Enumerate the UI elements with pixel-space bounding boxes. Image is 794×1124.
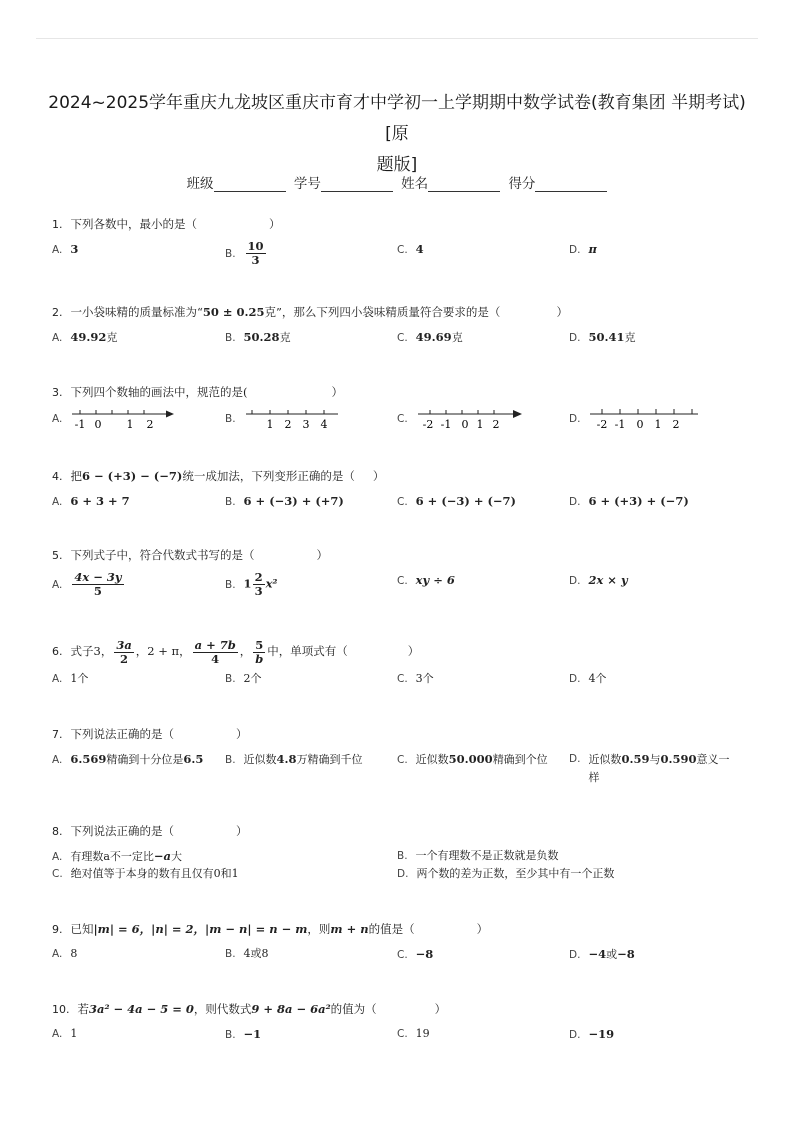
text-questions-2-options-2-ticks-2: 0 — [461, 418, 469, 431]
option-d[interactable] — [569, 492, 689, 511]
question-stem — [52, 382, 742, 402]
class-label: 班级 — [186, 176, 214, 192]
question-5 — [52, 545, 742, 605]
option-a[interactable] — [52, 670, 88, 688]
question-stem — [52, 919, 742, 939]
title-line-1: 2024~2025学年重庆九龙坡区重庆市育才中学初一上学期期中数学试卷(教育集团 半期考试)[原 — [48, 93, 746, 144]
text-questions-2-options-3-ticks-1: -1 — [615, 418, 626, 431]
text-questions-0-options-2-l: C. — [397, 244, 408, 256]
text-questions-2-options-0-l: A. — [52, 413, 63, 425]
text-questions-3-options-2-t: 6 + (−3) + (−7) — [415, 494, 516, 508]
text-questions-4-options-2-t: xy ÷ 6 — [415, 573, 455, 587]
text-questions-8-options-0-t: 8 — [70, 947, 78, 960]
option-b[interactable] — [225, 492, 344, 511]
text-questions-5-f2d: 4 — [211, 651, 220, 666]
question-3 — [52, 382, 742, 436]
text-questions-4-options-1-den: 3 — [254, 584, 263, 598]
text-questions-1-end: ） — [556, 305, 568, 319]
text-questions-8-options-3-m: −8 — [617, 947, 635, 961]
text-questions-7-options-0-t: 有理数a不一定比 — [70, 850, 154, 863]
text-questions-2-options-0-ticks-0: -1 — [74, 418, 86, 431]
number-line-d — [588, 406, 700, 432]
option-c[interactable] — [397, 750, 548, 769]
text-questions-3-num: 4. — [52, 470, 63, 483]
text-questions-3-stem_post: 统一成加法，下列变形正确的是（ — [182, 469, 355, 483]
text-questions-6-options-3-m2: 0.590 — [660, 752, 697, 766]
text-questions-9-stem_post: ，则代数式 — [193, 1002, 252, 1016]
text-questions-6-stem: 下列说法正确的是（ — [70, 727, 174, 741]
text-questions-5-options-2-l: C. — [397, 673, 408, 685]
score-label: 得分 — [508, 176, 536, 192]
text-questions-0-stem: 下列各数中，最小的是（ — [70, 217, 197, 231]
text-questions-6-options-1-m: 4.8 — [276, 752, 297, 766]
text-questions-1-options-3-u: 克 — [624, 331, 636, 344]
text-questions-5-stem_pre: 式子3， — [70, 644, 113, 658]
text-questions-8-options-3-t2: 或 — [606, 948, 618, 961]
text-questions-2-num: 3. — [52, 386, 63, 399]
question-stem — [52, 302, 742, 322]
option-b[interactable] — [225, 1025, 261, 1044]
text-questions-1-options-3-t: 50.41 — [588, 330, 625, 344]
text-questions-1-options-0-u: 克 — [106, 331, 118, 344]
text-questions-1-options-2-l: C. — [397, 332, 408, 344]
option-a[interactable] — [52, 945, 77, 963]
text-questions-7-end: ） — [236, 824, 248, 838]
number-line-c — [416, 406, 522, 432]
class-field[interactable] — [214, 177, 286, 192]
text-questions-3-stem_pre: 把 — [70, 469, 82, 483]
text-questions-5-f1d: 2 — [120, 651, 129, 666]
text-questions-2-options-2-l: C. — [397, 413, 408, 425]
text-questions-5-mid: ，2 + π， — [135, 644, 191, 658]
text-questions-3-options-1-l: B. — [225, 496, 236, 508]
text-questions-8-options-2-l: C. — [397, 949, 408, 961]
option-c[interactable] — [397, 240, 424, 259]
text-questions-0-options-0-t: 3 — [70, 242, 79, 256]
option-a[interactable] — [52, 240, 78, 259]
option-a[interactable] — [52, 750, 203, 769]
text-questions-1-options-2-u: 克 — [451, 331, 463, 344]
text-questions-4-options-1-whole: 1 — [243, 576, 252, 591]
text-questions-9-options-2-t: 19 — [415, 1027, 430, 1040]
text-questions-8-stem_math: |m| = 6，|n| = 2，|m − n| = n − m — [93, 922, 308, 936]
option-c[interactable] — [397, 670, 434, 688]
student-info-row — [0, 172, 794, 192]
question-9 — [52, 919, 742, 971]
option-d[interactable] — [569, 328, 635, 347]
text-questions-9-options-1-t: −1 — [243, 1027, 262, 1041]
text-questions-6-end: ） — [236, 727, 248, 741]
text-questions-7-options-1-t: 一个有理数不是正数就是负数 — [415, 849, 559, 862]
text-questions-5-options-3-t: 4个 — [588, 672, 607, 685]
text-questions-3-options-0-t: 6 + 3 + 7 — [70, 494, 130, 508]
text-questions-4-options-1-var: x² — [265, 576, 278, 591]
text-questions-7-options-2-l: C. — [52, 868, 63, 880]
student-id-field[interactable] — [321, 177, 393, 192]
text-questions-4-options-2-l: C. — [397, 575, 408, 587]
option-a[interactable] — [52, 406, 174, 432]
text-questions-0-options-1-l: B. — [225, 247, 236, 260]
text-questions-7-options-3-l: D. — [397, 868, 409, 880]
text-questions-9-num: 10. — [52, 1003, 70, 1016]
text-questions-7-options-0-m: −a — [153, 849, 171, 863]
text-questions-6-num: 7. — [52, 728, 63, 741]
question-stem — [52, 545, 742, 565]
question-8 — [52, 821, 742, 883]
text-questions-9-options-3-t: −19 — [588, 1027, 615, 1041]
option-c[interactable] — [397, 492, 516, 511]
text-questions-5-options-0-t: 1个 — [70, 672, 89, 685]
text-questions-2-options-1-ticks-1: 2 — [284, 418, 292, 431]
text-questions-2-options-1-l: B. — [225, 413, 236, 425]
text-questions-3-options-2-l: C. — [397, 496, 408, 508]
question-1 — [52, 214, 742, 266]
text-questions-4-options-1-l: B. — [225, 578, 236, 591]
page-title — [40, 88, 754, 181]
question-2 — [52, 302, 742, 354]
question-stem — [52, 724, 742, 744]
text-questions-1-num: 2. — [52, 306, 63, 319]
text-questions-9-stem_math: 3a² − 4a − 5 = 0 — [89, 1002, 194, 1016]
text-questions-9-options-0-l: A. — [52, 1028, 63, 1040]
text-questions-6-options-2-t: 近似数 — [415, 753, 449, 766]
text-questions-2-options-3-ticks-4: 2 — [672, 418, 680, 431]
text-questions-0-options-0-l: A. — [52, 244, 63, 256]
text-questions-6-options-3-m: 0.59 — [621, 752, 650, 766]
name-field[interactable] — [428, 177, 500, 192]
text-questions-3-options-0-l: A. — [52, 496, 63, 508]
text-questions-9-stem_post2: 的值为（ — [330, 1002, 377, 1016]
option-c[interactable] — [397, 945, 433, 964]
text-questions-2-options-2-ticks-0: -2 — [422, 418, 434, 431]
title-line-2: 题版] — [376, 155, 418, 175]
text-questions-4-stem: 下列式子中，符合代数式书写的是（ — [70, 548, 255, 562]
text-questions-7-options-2-t: 绝对值等于本身的数有且仅有0和1 — [70, 867, 239, 880]
option-b[interactable] — [225, 328, 291, 347]
option-a[interactable] — [52, 571, 126, 598]
question-10 — [52, 999, 742, 1051]
text-questions-7-options-0-t2: 大 — [171, 850, 182, 863]
text-questions-6-options-2-l: C. — [397, 754, 408, 766]
option-a[interactable] — [52, 1025, 77, 1043]
text-questions-2-options-1-ticks-0: 1 — [266, 418, 274, 431]
text-questions-3-options-3-l: D. — [569, 496, 581, 508]
question-7 — [52, 724, 742, 788]
text-questions-5-sep: ， — [239, 644, 252, 658]
option-c[interactable] — [397, 1025, 430, 1043]
option-d[interactable] — [569, 670, 606, 688]
option-b[interactable] — [225, 406, 340, 432]
text-questions-8-options-2-t: −8 — [415, 947, 434, 961]
text-questions-6-options-1-t: 近似数 — [243, 753, 277, 766]
option-b[interactable] — [225, 571, 277, 598]
option-c[interactable] — [397, 406, 522, 432]
text-questions-9-end: ） — [434, 1002, 447, 1016]
text-questions-6-options-0-m: 6.569 — [70, 752, 107, 766]
text-questions-0-options-3-l: D. — [569, 244, 581, 256]
text-questions-2-options-1-ticks-3: 4 — [320, 418, 328, 431]
text-questions-8-end: ） — [476, 922, 489, 936]
text-questions-2-options-3-ticks-3: 1 — [654, 418, 662, 431]
text-questions-0-end: ） — [269, 217, 281, 231]
text-questions-7-options-3-t: 两个数的差为正数，至少其中有一个正数 — [416, 867, 615, 880]
text-questions-2-options-2-ticks-3: 1 — [476, 418, 484, 431]
text-questions-0-options-1-den: 3 — [251, 253, 260, 267]
text-questions-7-options-0-l: A. — [52, 851, 63, 863]
text-questions-6-options-3-t: 近似数 — [588, 753, 622, 766]
text-questions-7-stem: 下列说法正确的是（ — [70, 824, 174, 838]
text-questions-2-options-3-ticks-2: 0 — [636, 418, 644, 431]
text-questions-8-num: 9. — [52, 923, 63, 936]
text-questions-1-stem_post: 克”，那么下列四小袋味精质量符合要求的是（ — [264, 305, 501, 319]
option-b[interactable] — [225, 240, 268, 267]
text-questions-6-options-2-m: 50.000 — [448, 752, 493, 766]
text-questions-3-stem_math: 6 − (+3) − (−7) — [82, 469, 183, 483]
text-questions-4-options-0-den: 5 — [93, 584, 102, 598]
text-questions-5-num: 6. — [52, 645, 63, 658]
text-questions-4-options-1-num: 2 — [254, 570, 263, 584]
text-questions-5-f2n: a + 7b — [194, 637, 236, 652]
text-questions-2-stem: 下列四个数轴的画法中，规范的是( — [70, 385, 248, 399]
text-questions-2-options-2-ticks-1: -1 — [440, 418, 452, 431]
text-questions-6-options-0-t: 精确到十分位是 — [106, 753, 184, 766]
option-d[interactable] — [569, 240, 597, 259]
option-d[interactable] — [569, 571, 628, 590]
text-questions-0-options-2-t: 4 — [415, 242, 424, 256]
text-questions-6-options-0-m2: 6.5 — [183, 752, 204, 766]
text-questions-5-end: ） — [407, 644, 420, 658]
text-questions-2-options-3-ticks-0: -2 — [597, 418, 608, 431]
text-questions-1-options-1-l: B. — [225, 332, 236, 344]
text-questions-5-options-0-l: A. — [52, 673, 63, 685]
number-line-b — [244, 406, 340, 432]
option-c[interactable] — [397, 571, 455, 590]
question-stem — [52, 999, 742, 1019]
text-questions-4-options-3-t: 2x × y — [588, 573, 628, 587]
text-questions-6-options-1-t2: 万精确到千位 — [296, 753, 363, 766]
text-questions-1-stem_math: 50 ± 0.25 — [202, 305, 265, 319]
text-questions-8-options-3-t: −4 — [588, 947, 607, 961]
text-questions-5-options-3-l: D. — [569, 673, 581, 685]
student-id-label: 学号 — [293, 176, 321, 192]
text-questions-2-options-1-ticks-2: 3 — [302, 418, 310, 431]
option-b[interactable] — [225, 670, 262, 688]
text-questions-8-options-1-l: B. — [225, 948, 236, 960]
header-divider — [36, 38, 758, 39]
text-questions-5-f3n: 5 — [255, 637, 264, 652]
text-questions-1-options-3-l: D. — [569, 332, 581, 344]
option-b[interactable] — [397, 847, 559, 865]
text-questions-0-num: 1. — [52, 218, 63, 231]
text-questions-9-stem_pre: 若 — [77, 1002, 89, 1016]
text-questions-5-options-2-t: 3个 — [415, 672, 434, 685]
text-questions-8-stem_post: ，则 — [307, 922, 331, 936]
question-stem — [52, 466, 742, 486]
text-questions-8-options-0-l: A. — [52, 948, 63, 960]
text-questions-1-stem_pre: 一小袋味精的质量标准为“ — [70, 305, 203, 319]
option-a[interactable] — [52, 847, 182, 866]
text-questions-4-options-3-l: D. — [569, 575, 581, 587]
text-questions-9-options-0-t: 1 — [70, 1027, 78, 1040]
text-questions-2-options-0-ticks-1: 0 — [94, 418, 102, 431]
text-questions-3-options-3-t: 6 + (+3) + (−7) — [588, 494, 689, 508]
question-6 — [52, 636, 742, 696]
text-questions-1-options-2-t: 49.69 — [415, 330, 452, 344]
text-questions-6-options-3-l: D. — [569, 753, 581, 765]
text-questions-1-options-0-l: A. — [52, 332, 63, 344]
text-questions-6-options-3-t2: 与 — [649, 753, 661, 766]
text-questions-4-options-0-num: 4x − 3y — [74, 570, 122, 584]
question-4 — [52, 466, 742, 518]
option-c[interactable] — [52, 865, 239, 883]
option-d[interactable] — [569, 406, 700, 432]
option-d[interactable] — [569, 945, 635, 964]
text-questions-4-end: ） — [316, 548, 328, 562]
text-questions-8-stem_pre: 已知 — [70, 922, 94, 936]
text-questions-5-f1n: 3a — [116, 637, 132, 652]
text-questions-5-stem_post: 中，单项式有（ — [267, 644, 348, 658]
text-questions-9-options-2-l: C. — [397, 1028, 408, 1040]
question-stem — [52, 636, 742, 666]
text-questions-9-options-3-l: D. — [569, 1029, 581, 1041]
text-questions-8-stem_math2: m + n — [330, 922, 369, 936]
text-questions-7-num: 8. — [52, 825, 63, 838]
text-questions-7-options-1-l: B. — [397, 850, 408, 862]
text-questions-2-options-0-ticks-2: 1 — [126, 418, 134, 431]
text-questions-5-options-1-t: 2个 — [243, 672, 262, 685]
text-questions-9-options-1-l: B. — [225, 1029, 236, 1041]
text-questions-6-options-0-l: A. — [52, 754, 63, 766]
text-questions-6-options-1-l: B. — [225, 754, 236, 766]
text-questions-1-options-1-u: 克 — [279, 331, 291, 344]
text-questions-1-options-0-t: 49.92 — [70, 330, 107, 344]
text-questions-8-options-1-t: 4或8 — [243, 947, 269, 960]
text-questions-2-options-2-ticks-4: 2 — [492, 418, 500, 431]
text-questions-5-f3d: b — [255, 651, 264, 666]
text-questions-2-options-3-l: D. — [569, 413, 581, 425]
option-d[interactable] — [569, 750, 738, 787]
text-questions-3-options-1-t: 6 + (−3) + (+7) — [243, 494, 344, 508]
text-questions-0-options-1-num: 10 — [247, 239, 264, 253]
option-b[interactable] — [225, 945, 269, 963]
text-questions-3-end: ） — [372, 469, 385, 483]
text-questions-2-end: ） — [331, 385, 343, 399]
text-questions-6-options-2-t2: 精确到个位 — [492, 753, 548, 766]
text-questions-2-options-0-ticks-3: 2 — [146, 418, 154, 431]
number-line-a — [70, 406, 174, 432]
text-questions-4-num: 5. — [52, 549, 63, 562]
text-questions-8-stem_post2: 的值是（ — [368, 922, 415, 936]
score-field[interactable] — [535, 177, 607, 192]
option-d[interactable] — [569, 1025, 614, 1044]
text-questions-8-options-3-l: D. — [569, 949, 581, 961]
option-a[interactable] — [52, 328, 117, 347]
option-a[interactable] — [52, 492, 130, 511]
text-questions-5-options-1-l: B. — [225, 673, 236, 685]
text-questions-6-options-3-t3: 意义一样 — [588, 753, 730, 784]
question-stem — [52, 214, 742, 234]
text-questions-1-options-1-t: 50.28 — [243, 330, 280, 344]
name-label: 姓名 — [401, 176, 429, 192]
option-d[interactable] — [397, 865, 614, 883]
option-c[interactable] — [397, 328, 463, 347]
text-questions-0-options-3-t: π — [588, 242, 597, 256]
text-questions-9-stem_math2: 9 + 8a − 6a² — [251, 1002, 331, 1016]
question-stem — [52, 821, 742, 841]
option-b[interactable] — [225, 750, 363, 769]
text-questions-4-options-0-l: A. — [52, 578, 63, 591]
